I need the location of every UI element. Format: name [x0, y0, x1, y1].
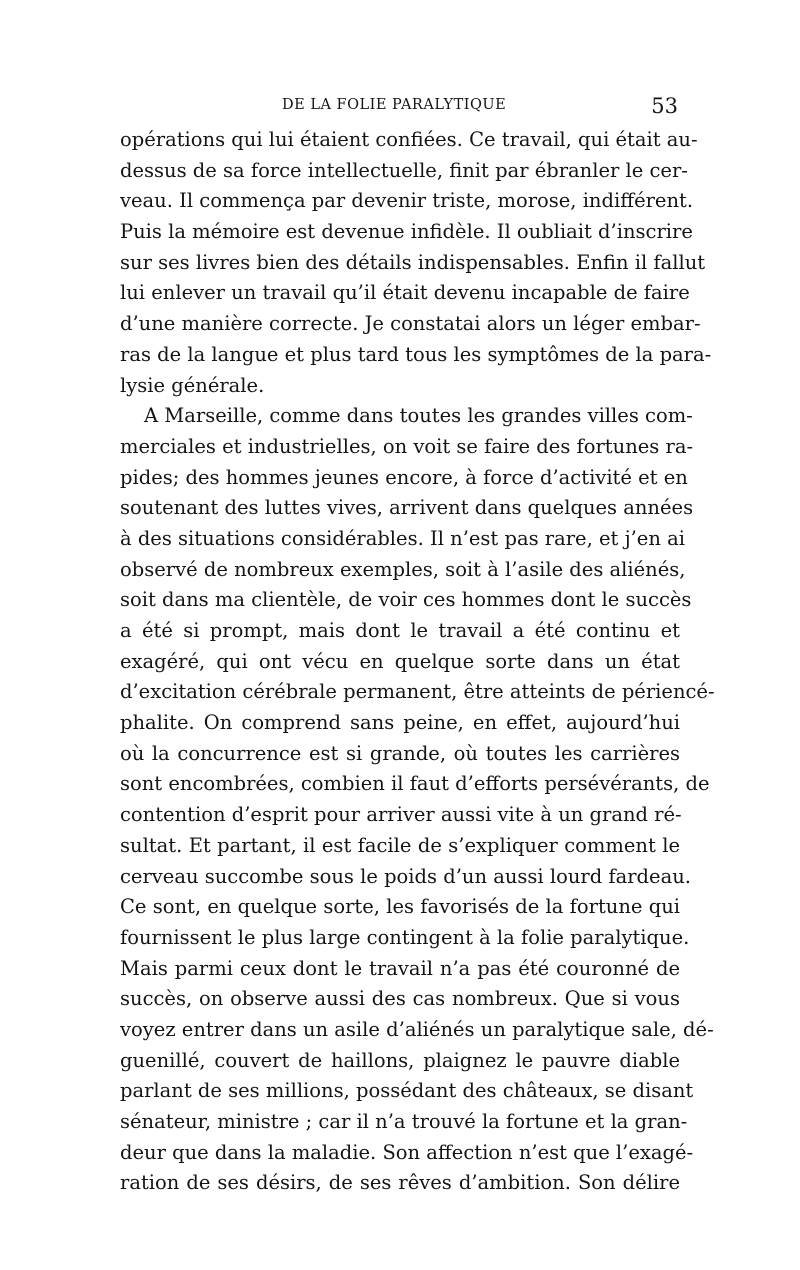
text-line: voyez entrer dans un asile d’aliénés un paralytique sale, dé-: [120, 1017, 714, 1041]
text-line: Mais parmi ceux dont le travail n’a pas été couronné de: [120, 956, 680, 980]
text-line: soit dans ma clientèle, de voir ces hommes dont le succès: [120, 588, 692, 612]
text-line: A Marseille, comme dans toutes les grandes villes com-: [144, 404, 693, 428]
text-line: exagéré, qui ont vécu en quelque sorte dans un état: [120, 649, 680, 673]
text-line: pides; des hommes jeunes encore, à force d’activité et en: [120, 465, 688, 489]
text-line: sultat. Et partant, il est facile de s’expliquer comment le: [120, 833, 680, 857]
text-line: merciales et industrielles, on voit se faire des fortunes ra-: [120, 434, 694, 458]
text-line: Puis la mémoire est devenue infidèle. Il oubliait d’inscrire: [120, 220, 693, 244]
text-line: succès, on observe aussi des cas nombreux. Que si vous: [120, 987, 680, 1011]
text-line: soutenant des luttes vives, arrivent dans quelques années: [120, 496, 694, 520]
text-line: Ce sont, en quelque sorte, les favorisés de la fortune qui: [120, 895, 680, 919]
text-line: d’excitation cérébrale permanent, être atteints de périencé-: [120, 680, 715, 704]
text-line: sénateur, ministre ; car il n’a trouvé la fortune et la gran-: [120, 1110, 688, 1133]
body-text: [120, 125, 715, 1199]
text-line: contention d’esprit pour arriver aussi vite à un grand ré-: [120, 803, 682, 827]
text-line: veau. Il commença par devenir triste, morose, indifférent.: [120, 189, 694, 213]
text-line: dessus de sa force intellectuelle, finit par ébranler le cer-: [120, 158, 688, 182]
text-line: à des situations considérables. Il n’est pas rare, et j’en ai: [120, 526, 685, 550]
text-line: ration de ses désirs, de ses rêves d’ambition. Son délire: [120, 1171, 680, 1195]
text-line: cerveau succombe sous le poids d’un aussi lourd fardeau.: [120, 864, 691, 888]
text-line: observé de nombreux exemples, soit à l’asile des aliénés,: [120, 557, 686, 581]
text-line: parlant de ses millions, possédant des châteaux, se disant: [120, 1079, 694, 1103]
text-line: a été si prompt, mais dont le travail a été continu et: [120, 619, 680, 642]
text-line: guenillé, couvert de haillons, plaignez le pauvre diable: [120, 1048, 680, 1072]
text-line: d’une manière correcte. Je constatai alors un léger embar-: [120, 312, 701, 336]
text-line: sont encombrées, combien il faut d’efforts persévérants, de: [120, 772, 710, 796]
text-line: fournissent le plus large contingent à la folie paralytique.: [120, 925, 690, 949]
text-line: ras de la langue et plus tard tous les symptômes de la para-: [120, 342, 712, 366]
text-line: sur ses livres bien des détails indispensables. Enfin il fallut: [120, 250, 706, 274]
text-line: où la concurrence est si grande, où toutes les carrières: [120, 741, 680, 765]
text-line: deur que dans la maladie. Son affection n’est que l’exagé-: [120, 1140, 694, 1164]
page-number: 53: [651, 94, 678, 118]
text-line: opérations qui lui étaient confiées. Ce travail, qui était au-: [120, 128, 698, 151]
running-title: DE LA FOLIE PARALYTIQUE: [282, 97, 507, 113]
text-line: phalite. On comprend sans peine, en effet, aujourd’hui: [120, 711, 680, 735]
text-line: lysie générale.: [120, 373, 265, 397]
running-head: [120, 94, 680, 119]
text-line: lui enlever un travail qu’il était devenu incapable de faire: [120, 281, 690, 305]
